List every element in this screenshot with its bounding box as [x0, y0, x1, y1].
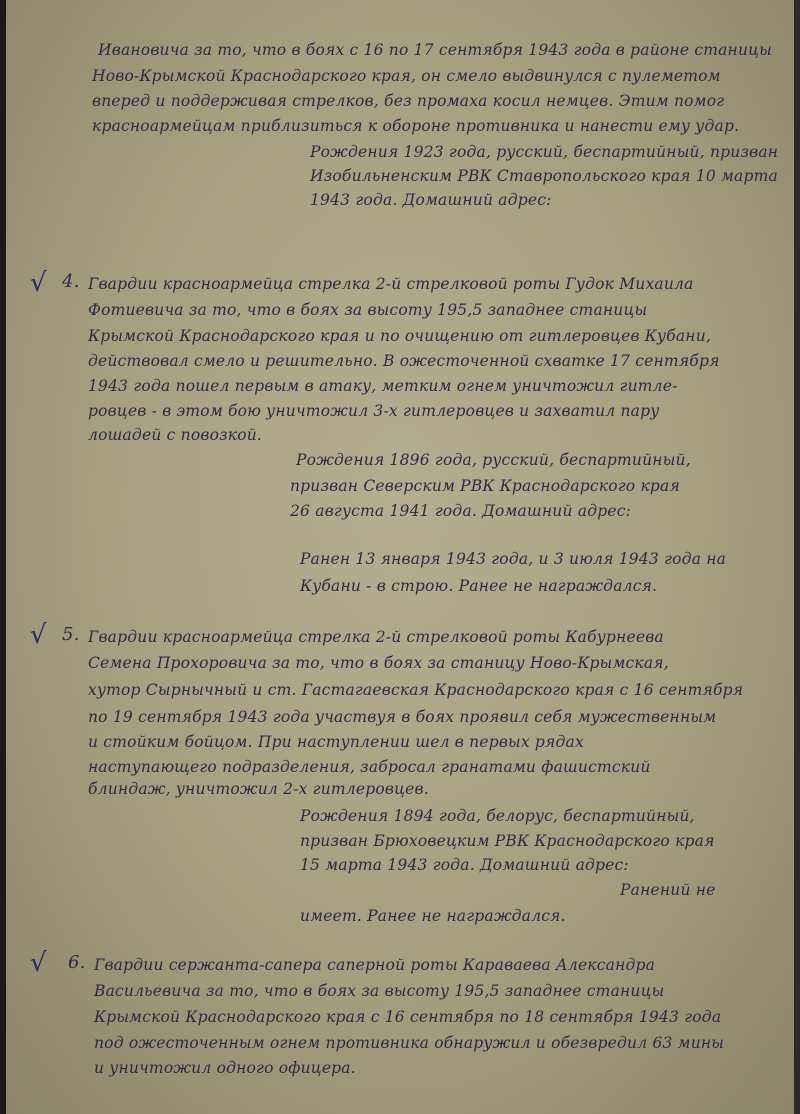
entry4-number: 4.	[62, 271, 80, 292]
entry3-line-4: красноармейцам приблизиться к обороне противника и нанести ему удар.	[92, 117, 740, 135]
entry3-bio-2: Изобильненским РВК Ставропольского края 10 марта	[310, 167, 778, 185]
entry6-line-5: и уничтожил одного офицера.	[94, 1059, 356, 1077]
entry5-wounds-right: Ранений не	[620, 881, 716, 899]
entry6-number: 6.	[68, 952, 86, 973]
entry4-line-6: ровцев - в этом бою уничтожил 3-х гитлеровцев и захватил пару	[88, 402, 660, 420]
entry4-line-7: лошадей с повозкой.	[88, 426, 263, 444]
checkmark-icon: √	[30, 268, 47, 298]
entry4-line-3: Крымской Краснодарского края и по очищению от гитлеровцев Кубани,	[88, 327, 712, 345]
entry3-bio-3: 1943 года. Домашний адрес:	[310, 191, 552, 209]
scan-edge-right	[794, 0, 800, 1114]
entry4-line-4: действовал смело и решительно. В ожесточенной схватке 17 сентября	[88, 352, 720, 370]
entry4-bio-2: призван Северским РВК Краснодарского края	[290, 477, 680, 495]
entry5-line-6: наступающего подразделения, забросал гранатами фашистский	[88, 758, 651, 776]
entry3-bio-1: Рождения 1923 года, русский, беспартийный, призван	[310, 143, 779, 161]
entry4-line-5: 1943 года пошел первым в атаку, метким огнем уничтожил гитле-	[88, 377, 678, 395]
checkmark-icon: √	[30, 620, 47, 650]
entry4-line-2: Фотиевича за то, что в боях за высоту 195,5 западнее станицы	[88, 301, 648, 319]
entry5-bio-2: призван Брюховецким РВК Краснодарского края	[300, 832, 715, 850]
entry6-line-1: Гвардии сержанта-сапера саперной роты Караваева Александра	[94, 956, 656, 974]
entry3-line-3: вперед и поддерживая стрелков, без промаха косил немцев. Этим помог	[92, 92, 725, 110]
checkmark-icon: √	[30, 948, 47, 978]
entry5-line-2: Семена Прохоровича за то, что в боях за станицу Ново-Крымская,	[88, 654, 669, 672]
scan-edge-left	[0, 0, 6, 1114]
entry4-wounds-1: Ранен 13 января 1943 года, и 3 июля 1943 года на	[300, 550, 727, 568]
entry4-bio-3: 26 августа 1941 года. Домашний адрес:	[290, 502, 632, 520]
entry3-line-1: Ивановича за то, что в боях с 16 по 17 сентября 1943 года в районе станицы	[98, 41, 772, 59]
entry5-line-3: хутор Сырнычный и ст. Гастагаевская Краснодарского края с 16 сентября	[88, 681, 744, 699]
entry5-line-5: и стойким бойцом. При наступлении шел в первых рядах	[88, 733, 584, 751]
entry5-bio-1: Рождения 1894 года, белорус, беспартийный,	[300, 807, 695, 825]
entry5-line-7: блиндаж, уничтожил 2-х гитлеровцев.	[88, 780, 429, 798]
entry4-bio-1: Рождения 1896 года, русский, беспартийный,	[296, 451, 691, 469]
entry6-line-2: Васильевича за то, что в боях за высоту 195,5 западнее станицы	[94, 982, 665, 1000]
entry5-line-4: по 19 сентября 1943 года участвуя в боях проявил себя мужественным	[88, 708, 717, 726]
entry5-line-1: Гвардии красноармейца стрелка 2-й стрелковой роты Кабурнеева	[88, 628, 664, 646]
entry5-wounds: имеет. Ранее не награждался.	[300, 907, 566, 925]
entry4-wounds-2: Кубани - в строю. Ранее не награждался.	[300, 577, 658, 595]
entry3-line-2: Ново-Крымской Краснодарского края, он смело выдвинулся с пулеметом	[92, 67, 721, 85]
entry4-line-1: Гвардии красноармейца стрелка 2-й стрелковой роты Гудок Михаила	[88, 275, 694, 293]
entry5-bio-3: 15 марта 1943 года. Домашний адрес:	[300, 856, 629, 874]
entry6-line-3: Крымской Краснодарского края с 16 сентября по 18 сентября 1943 года	[94, 1008, 722, 1026]
entry5-number: 5.	[62, 624, 80, 645]
entry6-line-4: под ожесточенным огнем противника обнаружил и обезвредил 63 мины	[94, 1034, 725, 1052]
